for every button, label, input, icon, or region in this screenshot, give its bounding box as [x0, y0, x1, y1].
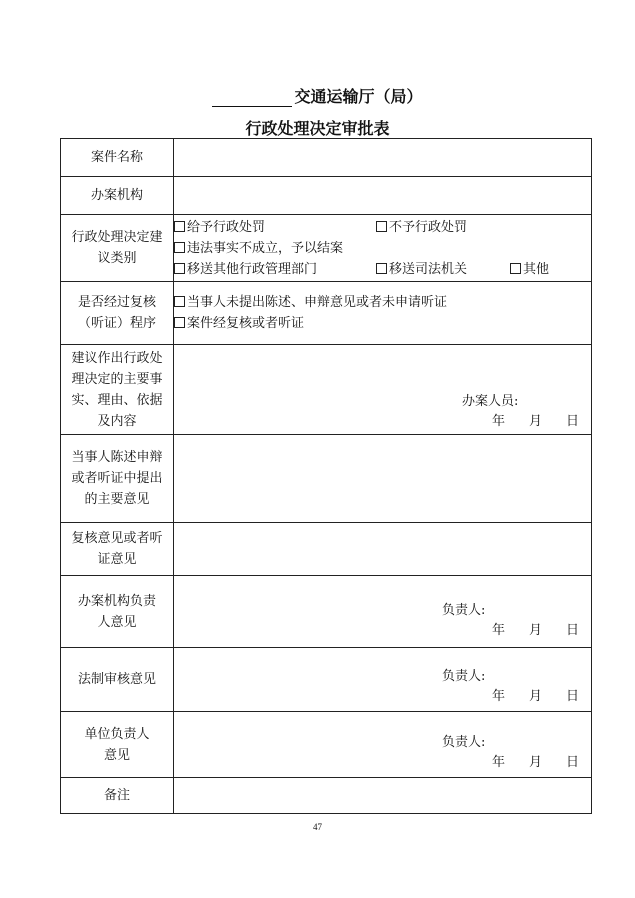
decision-type-label-text: 行政处理决定建议类别	[71, 230, 163, 266]
agency-head-label	[61, 576, 174, 648]
decision-type-label	[61, 215, 174, 282]
party-opinion-label-text: 当事人陈述申辩或者听证中提出的主要意见	[71, 450, 163, 507]
option-give-penalty[interactable]	[174, 217, 265, 238]
checkbox-icon[interactable]	[376, 221, 387, 232]
option-no-penalty[interactable]	[376, 217, 467, 238]
date-year: 年	[491, 755, 505, 770]
option-no-statement-text: 当事人未提出陈述、申辩意见或者未申请听证	[187, 295, 448, 310]
agency-head-label-text: 办案机构负责人意见	[77, 593, 156, 630]
page-number: 47	[313, 822, 322, 832]
case-staff-label: 办案人员:	[461, 394, 519, 409]
signature-date	[442, 621, 579, 641]
option-transfer-judicial-text: 移送司法机关	[389, 261, 468, 277]
option-transfer-admin-text: 移送其他行政管理部门	[187, 261, 318, 277]
case-staff-signature	[442, 392, 579, 432]
date-day: 日	[565, 414, 579, 429]
legal-review-person-label: 负责人:	[441, 669, 486, 684]
unit-head-label-text: 单位负责人意见	[84, 726, 150, 763]
option-transfer-admin[interactable]	[174, 259, 317, 280]
decision-type-options	[174, 215, 592, 282]
case-name-label: 案件名称	[61, 139, 174, 177]
row-party-opinion	[61, 435, 592, 523]
legal-review-signature	[442, 667, 579, 707]
agency-head-signature	[442, 601, 579, 641]
date-year: 年	[491, 414, 505, 429]
row-legal-review	[61, 648, 592, 712]
row-case-name	[61, 139, 592, 177]
option-no-penalty-text: 不予行政处罚	[389, 219, 468, 235]
option-other[interactable]	[510, 259, 549, 280]
agency-head-person-label: 负责人:	[441, 603, 486, 618]
option-no-statement[interactable]	[174, 292, 447, 313]
party-opinion-label	[61, 435, 174, 523]
row-remarks	[61, 778, 592, 814]
signature-date	[442, 412, 579, 432]
date-month: 月	[528, 755, 542, 770]
signature-date	[442, 687, 579, 707]
date-year: 年	[491, 689, 505, 704]
option-reviewed[interactable]	[174, 313, 304, 334]
option-close-case-text: 违法事实不成立，予以结案	[187, 240, 344, 256]
decision-option-line-3	[174, 259, 591, 280]
checkbox-icon[interactable]	[174, 221, 185, 232]
unit-head-label	[61, 712, 174, 778]
row-review-procedure	[61, 282, 592, 345]
option-reviewed-text: 案件经复核或者听证	[187, 316, 305, 331]
checkbox-icon[interactable]	[174, 296, 185, 307]
legal-review-field[interactable]	[174, 648, 592, 712]
main-facts-field[interactable]	[174, 345, 592, 435]
unit-head-signature	[442, 733, 579, 773]
date-year: 年	[491, 623, 505, 638]
agency-head-field[interactable]	[174, 576, 592, 648]
date-month: 月	[528, 623, 542, 638]
agency-name-blank[interactable]	[212, 90, 292, 107]
checkbox-icon[interactable]	[174, 242, 185, 253]
agency-title	[0, 84, 635, 107]
legal-review-label: 法制审核意见	[61, 648, 174, 712]
date-month: 月	[528, 689, 542, 704]
review-procedure-label-text: 是否经过复核（听证）程序	[77, 295, 156, 331]
row-decision-type	[61, 215, 592, 282]
review-opinion-label-text: 复核意见或者听证意见	[71, 531, 163, 567]
review-procedure-options	[174, 282, 592, 345]
handling-agency-label: 办案机构	[61, 177, 174, 215]
checkbox-icon[interactable]	[376, 263, 387, 274]
checkbox-icon[interactable]	[510, 263, 521, 274]
option-transfer-judicial[interactable]	[376, 259, 467, 280]
form-title: 行政处理决定审批表	[245, 119, 390, 138]
date-day: 日	[565, 623, 579, 638]
decision-option-line-2	[174, 238, 591, 259]
remarks-field[interactable]	[174, 778, 592, 814]
agency-suffix: 交通运输厅（局）	[294, 87, 423, 106]
main-facts-label-text: 建议作出行政处理决定的主要事实、理由、依据及内容	[71, 350, 163, 429]
review-option-line-2	[174, 313, 591, 334]
review-option-line-1	[174, 292, 591, 313]
row-review-opinion	[61, 523, 592, 576]
remarks-label: 备注	[61, 778, 174, 814]
option-close-case[interactable]	[174, 238, 343, 259]
date-day: 日	[565, 755, 579, 770]
date-day: 日	[565, 689, 579, 704]
party-opinion-field[interactable]	[174, 435, 592, 523]
row-main-facts	[61, 345, 592, 435]
row-handling-agency	[61, 177, 592, 215]
unit-head-field[interactable]	[174, 712, 592, 778]
unit-head-person-label: 负责人:	[441, 735, 486, 750]
option-other-text: 其他	[523, 261, 550, 277]
approval-form-table	[60, 138, 592, 814]
handling-agency-field[interactable]	[174, 177, 592, 215]
checkbox-icon[interactable]	[174, 317, 185, 328]
checkbox-icon[interactable]	[174, 263, 185, 274]
date-month: 月	[528, 414, 542, 429]
signature-date	[442, 753, 579, 773]
option-give-penalty-text: 给予行政处罚	[187, 219, 266, 235]
review-procedure-label	[61, 282, 174, 345]
decision-option-line-1	[174, 217, 591, 238]
review-opinion-field[interactable]	[174, 523, 592, 576]
case-name-field[interactable]	[174, 139, 592, 177]
row-unit-head-opinion	[61, 712, 592, 778]
review-opinion-label	[61, 523, 174, 576]
main-facts-label	[61, 345, 174, 435]
row-agency-head-opinion	[61, 576, 592, 648]
